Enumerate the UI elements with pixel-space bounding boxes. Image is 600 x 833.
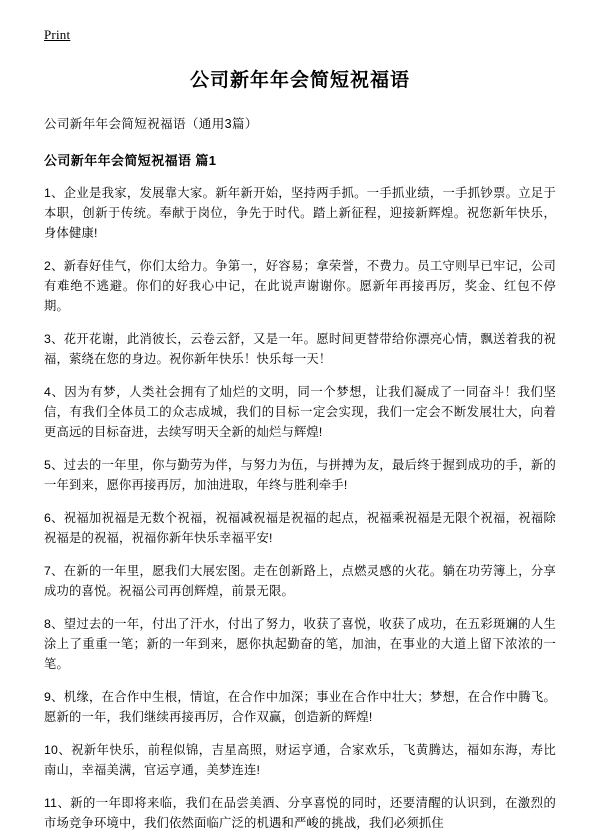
section-heading: 公司新年年会简短祝福语 篇1 xyxy=(44,153,217,168)
paragraph: 6、祝福加祝福是无数个祝福，祝福减祝福是祝福的起点，祝福乘祝福是无限个祝福，祝福除祝福是的祝福，祝福你新年快乐幸福平安! xyxy=(44,511,556,545)
paragraph: 5、过去的一年里，你与勤劳为伴，与努力为伍，与拼搏为友，最后终于握到成功的手，新的一年到来，愿你再接再厉，加油进取，年终与胜利牵手! xyxy=(44,458,556,492)
paragraph: 7、在新的一年里，愿我们大展宏图。走在创新路上，点燃灵感的火花。躺在功劳簿上，分享成功的喜悦。祝福公司再创辉煌，前景无限。 xyxy=(44,564,556,598)
paragraph: 1、企业是我家，发展靠大家。新年新开始，坚持两手抓。一手抓业绩，一手抓钞票。立足于本职，创新于传统。奉献于岗位，争先于时代。踏上新征程，迎接新辉煌。祝您新年快乐，身体健康! xyxy=(44,186,556,240)
paragraph: 8、望过去的一年，付出了汗水，付出了努力，收获了喜悦，收获了成功，在五彩斑斓的人生涂上了重重一笔；新的一年到来，愿你执起勤奋的笔，加油，在事业的大道上留下浓浓的一笔。 xyxy=(44,617,556,671)
page-title: 公司新年年会简短祝福语 xyxy=(189,70,410,91)
paragraph: 3、花开花谢，此消彼长，云卷云舒，又是一年。愿时间更替带给你漂亮心情，飘送着我的祝福，萦绕在您的身边。祝你新年快乐！快乐每一天！ xyxy=(44,332,556,366)
paragraph: 4、因为有梦，人类社会拥有了灿烂的文明，同一个梦想，让我们凝成了一同奋斗！我们坚信，有我们全体员工的众志成城，我们的目标一定会实现，我们一定会不断发展壮大，向着更高远的目标奋进，去续写明天全新的灿烂与辉煌! xyxy=(44,385,556,439)
print-link[interactable]: Print xyxy=(44,27,71,42)
paragraph: 10、祝新年快乐，前程似锦，吉星高照，财运亨通，合家欢乐，飞黄腾达，福如东海，寿比南山，幸福美满，官运亨通，美梦连连! xyxy=(44,743,556,777)
paragraph: 9、机缘，在合作中生根，情谊，在合作中加深；事业在合作中壮大；梦想，在合作中腾飞。愿新的一年，我们继续再接再厉，合作双赢，创造新的辉煌! xyxy=(44,690,556,724)
paragraph: 11、新的一年即将来临，我们在品尝美酒、分享喜悦的同时，还要清醒的认识到，在激烈的市场竞争环境中，我们依然面临广泛的机遇和严峻的挑战，我们必须抓住 xyxy=(44,796,556,830)
document-body xyxy=(44,183,556,833)
document-subtitle: 公司新年年会简短祝福语（通用3篇） xyxy=(44,117,258,131)
paragraph: 2、新春好佳气，你们太给力。争第一，好容易；拿荣誉，不费力。员工守则早已牢记，公司有难绝不逃避。你们的好我心中记，在此说声谢谢你。愿新年再接再厉，奖金、红包不停期。 xyxy=(44,259,556,313)
